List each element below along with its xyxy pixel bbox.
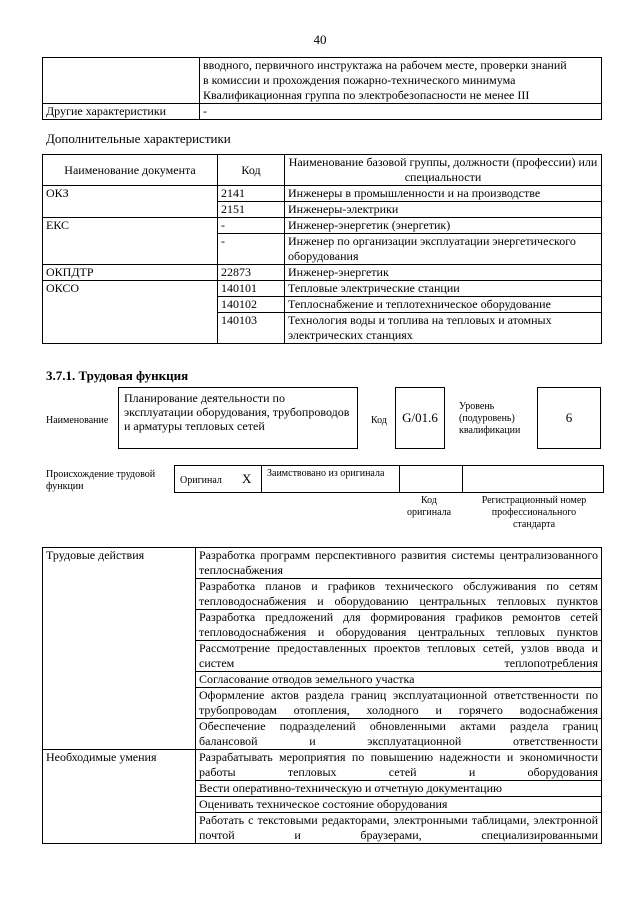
table-row: Оценивать техническое состояние оборудования (196, 797, 602, 813)
other-value: - (200, 104, 602, 120)
table-row: ОКПДТР (43, 265, 218, 281)
page-number: 40 (313, 32, 327, 47)
actions-label: Трудовые действия (43, 548, 196, 750)
table-row: Разработка планов и графиков технического обслуживания по сетям тепловодоснабжения и оборудованию центральных тепловых пунктов (196, 579, 602, 610)
skills-label: Необходимые умения (43, 750, 196, 844)
function-name-label: Наименование (46, 415, 109, 426)
table-row: Разрабатывать мероприятия по повышению надежности и экономичности работы тепловых сетей и оборудования (196, 750, 602, 781)
table-row: Вести оперативно-техническую и отчетную документацию (196, 781, 602, 797)
table-row: Разработка программ перспективного развития системы централизованного теплоснабжения (196, 548, 602, 579)
function-name-box: Планирование деятельности по эксплуатации оборудования, трубопроводов и арматуры тепловых сетей (118, 387, 358, 449)
code-box: G/01.6 (395, 387, 445, 449)
reg-label: Регистрационный номер профессионального стандарта (481, 495, 587, 530)
function-heading: 3.7.1. Трудовая функция (46, 368, 189, 383)
other-label: Другие характеристики (43, 104, 200, 120)
additional-table: Наименование документа Код Наименование базовой группы, должности (профессии) или специальности ОКЗ 2141 Инженеры в промышленности и на производстве 2151 Инженеры-электрики ЕКС - Инженер-энергетик (энергетик) - Инженер по организации эксплуатации энергетического оборудования ОКПДТР 22873 Инженер-энергетик ОКСО 140101 Тепловые электрические станции 140102 Теплоснабжение и теплотехническое оборудование 140103 Технология воды и топлива на тепловых и атомных электрических станциях (42, 154, 602, 344)
actions-table (42, 547, 602, 844)
table-row: Работать с текстовыми редакторами, электронными таблицами, электронной почтой и браузерами, специализированными (196, 813, 602, 844)
level-box: 6 (537, 387, 601, 449)
table-row: ЕКС (43, 218, 218, 265)
table-row: Оформление актов раздела границ эксплуатационной ответственности по трубопроводам отопления, холодного и горячего водоснабжения (196, 688, 602, 719)
table-row: Обеспечение подразделений обновленными актами раздела границ балансовой и эксплуатационной ответственности (196, 719, 602, 750)
top-table (42, 57, 602, 120)
table-row: Согласование отводов земельного участка (196, 672, 602, 688)
table-row: Разработка предложений для формирования графиков ремонтов сетей тепловодоснабжения и оборудования центральных тепловых пунктов (196, 610, 602, 641)
code-orig-label: Код оригинала (406, 495, 452, 518)
code-label: Код (371, 415, 387, 426)
level-label: Уровень (подуровень) квалификации (459, 401, 521, 436)
origin-box: Оригинал X Заимствовано из оригинала (174, 465, 604, 493)
table-row: ОКЗ (43, 186, 218, 218)
table-row: ОКСО (43, 281, 218, 344)
cont-text: вводного, первичного инструктажа на рабочем месте, проверки знаний в комиссии и прохождения пожарно-технического минимума Квалификационная группа по электробезопасности не менее III (200, 58, 602, 104)
table-row: Рассмотрение предоставленных проектов тепловых сетей, узлов ввода и систем теплопотребления (196, 641, 602, 672)
additional-heading: Дополнительные характеристики (46, 131, 231, 146)
origin-label: Происхождение трудовой функции (46, 469, 156, 492)
